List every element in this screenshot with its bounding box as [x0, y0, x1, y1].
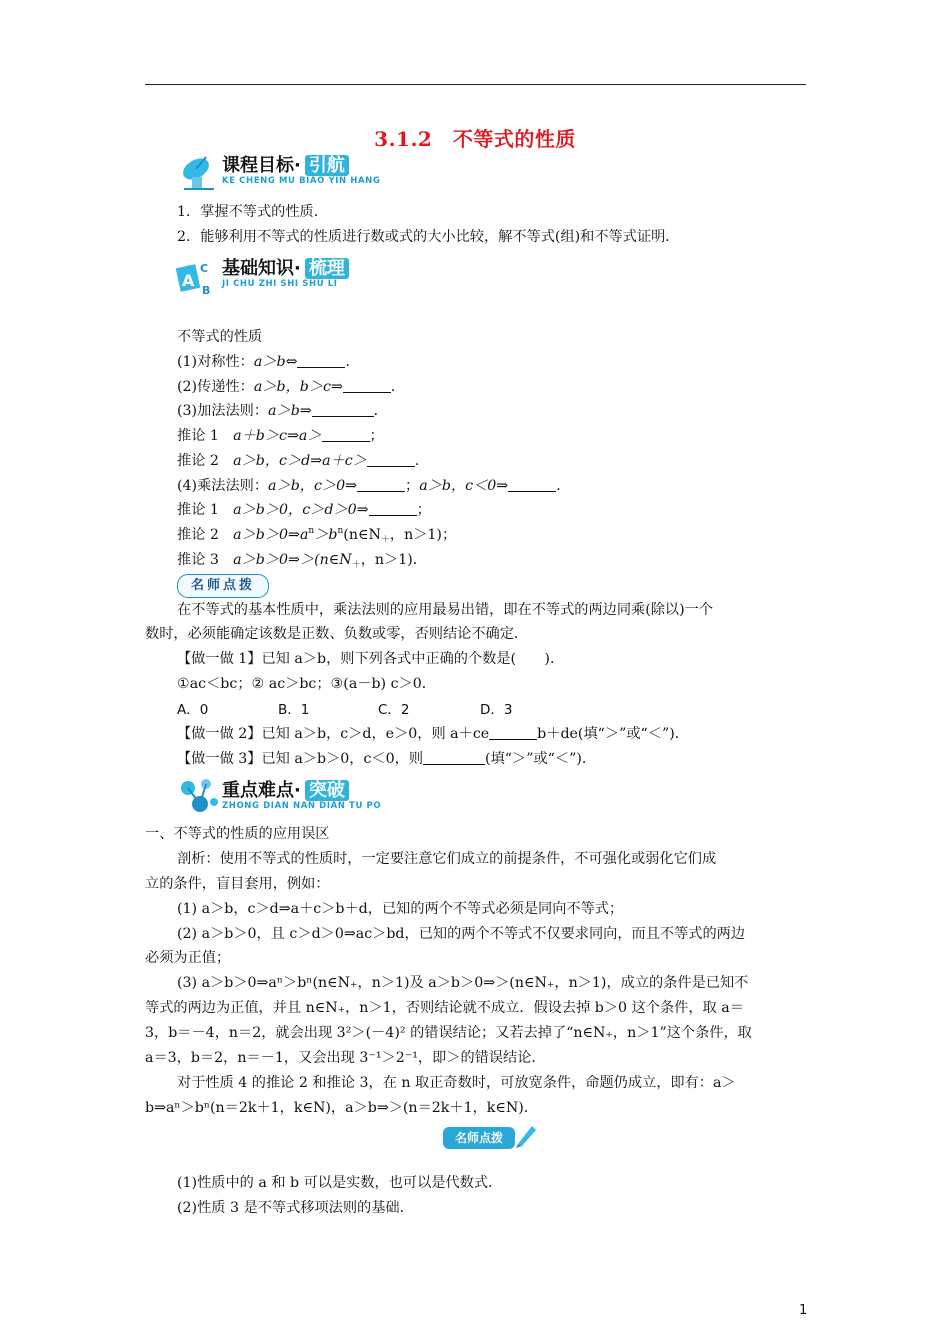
- analysis-line-9: a＝3，b＝2，n＝－1，又会出现 3⁻¹＞2⁻¹，即＞的错误结论．: [145, 1050, 546, 1066]
- analysis-line-10: 对于性质 4 的推论 2 和推论 3，在 n 取正奇数时，可放宽条件，命题仍成立，即有：a＞: [177, 1075, 736, 1091]
- banner-basics-pinyin: JI CHU ZHI SHI SHU LI: [222, 279, 338, 289]
- option-b: B．1: [278, 702, 310, 718]
- page-number: 1: [799, 1303, 808, 1318]
- option-d: D．3: [480, 702, 513, 718]
- exercise-1-question: 【做一做 1】已知 a＞b，则下列各式中正确的个数是( )．: [177, 651, 565, 667]
- analysis-line-6: (3) a＞b＞0⇒aⁿ＞bⁿ(n∈N₊，n＞1)及 a＞b＞0⇒＞(n∈N₊，n＞1)，成立的条件是已知不: [177, 975, 749, 991]
- analysis-line-1: 剖析：使用不等式的性质时，一定要注意它们成立的前提条件，不可强化或弱化它们成: [177, 851, 717, 867]
- goal-item-2: 2．能够利用不等式的性质进行数或式的大小比较，解不等式(组)和不等式证明．: [177, 229, 680, 245]
- analysis-line-8: 3，b＝－4，n＝2，就会出现 3²＞(－4)² 的错误结论；又若去掉了“n∈N₊，n＞1”这个条件，取: [145, 1025, 752, 1041]
- banner-goals: [176, 149, 386, 195]
- analysis-line-11: b⇒aⁿ＞bⁿ(n＝2k＋1，k∈N)，a＞b⇒＞(n＝2k＋1，k∈N)．: [145, 1100, 539, 1116]
- molecule-icon: [176, 774, 222, 820]
- banner-key-title: 重点难点· 突破: [222, 776, 349, 802]
- tip-line-2: 数时，必须能确定该数是正数、负数或零，否则结论不确定．: [145, 626, 529, 642]
- teacher-tip-tag: 名师点拨: [177, 574, 269, 598]
- analysis-line-7: 等式的两边为正值，并且 n∈N₊，n＞1，否则结论就不成立．假设去掉 b＞0 这个条件，取 a＝: [145, 1000, 744, 1016]
- tip-line-1: 在不等式的基本性质中，乘法法则的应用最易出错，即在不等式的两边同乘(除以)一个: [177, 602, 714, 618]
- corollary-4-3: 推论 3 $a>b>0\Rightarrow>(n\in N_+$，n＞1)．: [177, 552, 427, 570]
- exercise-3: 【做一做 3】已知 a＞b＞0，c＜0，则 (填“＞”或“＜”)．: [177, 751, 597, 767]
- corollary-4-1: 推论 1 a＞b＞0，c＞d＞0⇒ ；: [177, 502, 431, 518]
- exercise-2: 【做一做 2】已知 a＞b，c＞d，e＞0，则 a＋ce b＋de(填“＞”或“＜”)．: [177, 726, 689, 742]
- section-title: 3.1.2 不等式的性质: [374, 127, 576, 151]
- option-a: A．0: [177, 702, 209, 718]
- analysis-line-4: (2) a＞b＞0，且 c＞d＞0⇒ac＞bd，已知的两个不等式不仅要求同向，而且不等式的两边: [177, 926, 746, 942]
- pen-icon: [514, 1122, 538, 1148]
- abc-blocks-icon: [176, 252, 222, 298]
- note-1: (1)性质中的 a 和 b 可以是实数，也可以是代数式．: [177, 1175, 503, 1191]
- satellite-dish-icon: [176, 149, 222, 195]
- banner-goals-pinyin: KE CHENG MU BIAO YIN HANG: [222, 176, 381, 186]
- corollary-4-2: 推论 2 $a>b>0\Rightarrow a^n>b^n(n\in N_+$，n＞1)；: [177, 526, 457, 545]
- part-1-heading: 一、不等式的性质的应用误区: [145, 826, 330, 842]
- corollary-3-2: 推论 2 a＞b，c＞d⇒a＋c＞ ．: [177, 453, 430, 469]
- property-1: (1)对称性：a＞b⇔ ．: [177, 354, 360, 370]
- banner-basics: [176, 252, 396, 298]
- option-c: C．2: [378, 702, 410, 718]
- property-3: (3)加法法则：a＞b⇒ ．: [177, 403, 388, 419]
- banner-key: [176, 774, 396, 820]
- corollary-3-1: 推论 1 a＋b＞c⇒a＞ ；: [177, 428, 384, 444]
- goal-item-1: 1．掌握不等式的性质．: [177, 204, 328, 220]
- teacher-tip-tag-2: 名师点拨: [443, 1127, 515, 1149]
- header-rule: [145, 84, 806, 85]
- banner-key-pinyin: ZHONG DIAN NAN DIAN TU PO: [222, 801, 382, 811]
- svg-text:A: A: [182, 271, 195, 290]
- banner-goals-title: 课程目标· 引航: [222, 151, 349, 177]
- svg-text:C: C: [200, 262, 209, 275]
- section-heading: 不等式的性质: [177, 329, 263, 345]
- svg-text:B: B: [202, 284, 211, 297]
- property-2: (2)传递性：a＞b，b＞c⇒ ．: [177, 379, 406, 395]
- exercise-1-items: ①ac＜bc；② ac＞bc；③(a－b) c＞0．: [177, 676, 436, 692]
- analysis-line-3: (1) a＞b，c＞d⇒a＋c＞b＋d，已知的两个不等式必须是同向不等式；: [177, 901, 624, 917]
- analysis-line-2: 立的条件，盲目套用，例如：: [145, 876, 330, 892]
- exercise-1-options: [177, 700, 512, 720]
- note-2: (2)性质 3 是不等式移项法则的基础．: [177, 1200, 414, 1216]
- analysis-line-5: 必须为正值；: [145, 950, 231, 966]
- banner-basics-title: 基础知识· 梳理: [222, 254, 349, 280]
- property-4: (4)乘法法则：a＞b，c＞0⇒ ；a＞b，c＜0⇒ ．: [177, 478, 571, 494]
